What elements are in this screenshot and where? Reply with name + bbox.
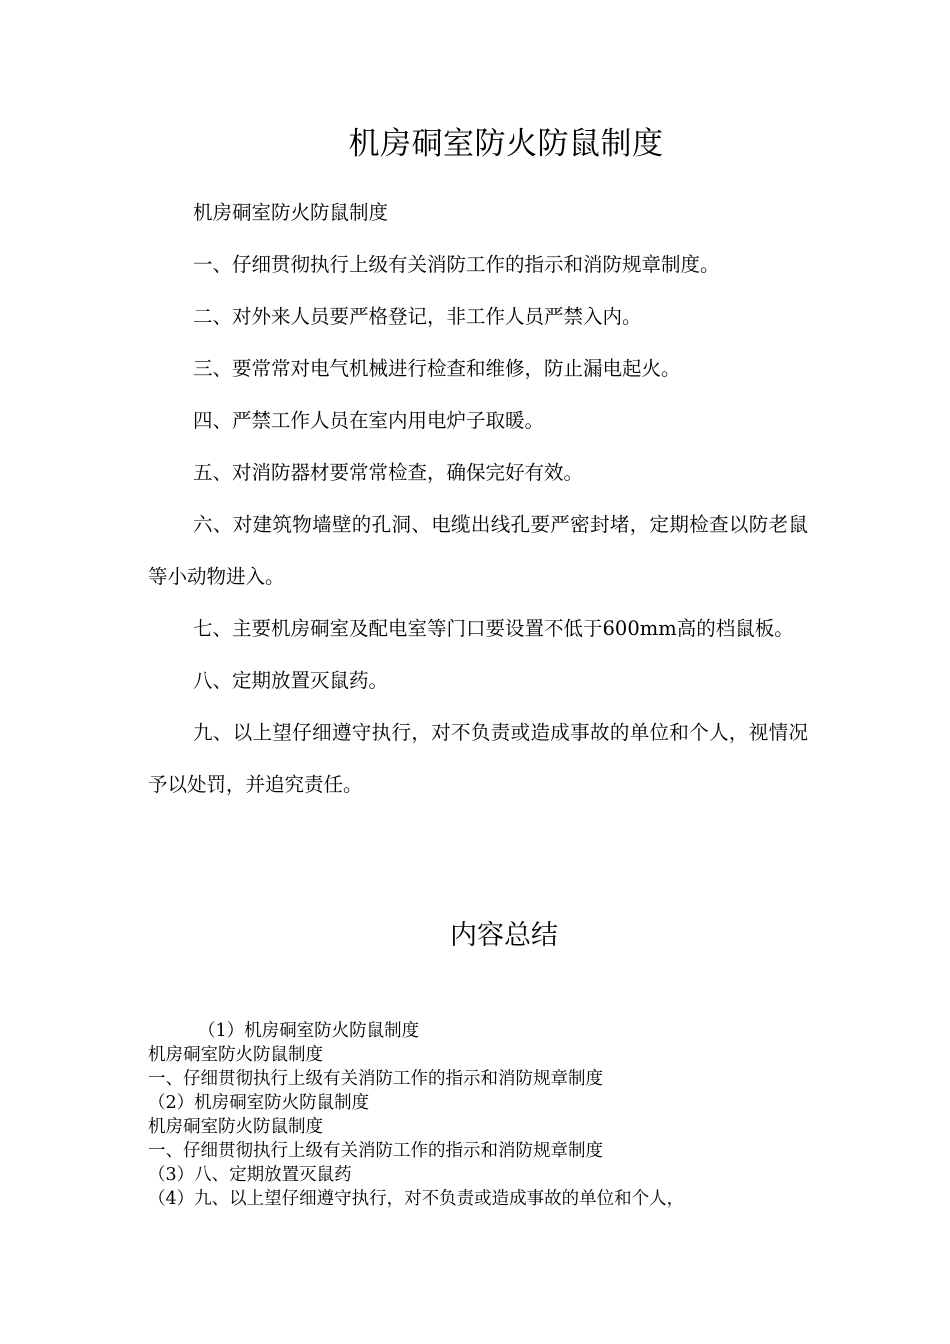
summary-title: 内容总结 [450, 920, 558, 951]
document-title: 机房硐室防火防鼠制度 [348, 126, 664, 162]
summary-line: 机房硐室防火防鼠制度 [148, 1117, 323, 1137]
paragraph-rule-5: 五、对消防器材要常常检查，确保完好有效。 [193, 461, 584, 484]
summary-line: 一、仔细贯彻执行上级有关消防工作的指示和消防规章制度 [148, 1069, 603, 1089]
paragraph-rule-4: 四、严禁工作人员在室内用电炉子取暖。 [193, 409, 545, 432]
paragraph-rule-1: 一、仔细贯彻执行上级有关消防工作的指示和消防规章制度。 [193, 253, 720, 276]
summary-line: （1）机房硐室防火防鼠制度 [198, 1021, 420, 1041]
document-body [148, 187, 808, 811]
summary-line: （3）八、定期放置灭鼠药 [148, 1165, 352, 1185]
paragraph-rule-9: 九、以上望仔细遵守执行，对不负责或造成事故的单位和个人，视情况予以处罚，并追究责任。 [148, 721, 808, 796]
summary-body [148, 1019, 828, 1211]
paragraph-rule-2: 二、对外来人员要严格登记，非工作人员严禁入内。 [193, 305, 642, 328]
paragraph-rule-8: 八、定期放置灭鼠药。 [193, 669, 389, 692]
paragraph-rule-7: 七、主要机房硐室及配电室等门口要设置不低于600mm高的档鼠板。 [193, 617, 794, 640]
paragraph-rule-3: 三、要常常对电气机械进行检查和维修，防止漏电起火。 [193, 357, 681, 380]
summary-line: 机房硐室防火防鼠制度 [148, 1045, 323, 1065]
summary-line: （2）机房硐室防火防鼠制度 [148, 1093, 370, 1113]
paragraph-rule-6: 六、对建筑物墙壁的孔洞、电缆出线孔要严密封堵，定期检查以防老鼠等小动物进入。 [148, 513, 808, 588]
paragraph-heading: 机房硐室防火防鼠制度 [193, 201, 389, 224]
summary-line: （4）九、以上望仔细遵守执行，对不负责或造成事故的单位和个人， [148, 1189, 685, 1209]
summary-line: 一、仔细贯彻执行上级有关消防工作的指示和消防规章制度 [148, 1141, 603, 1161]
